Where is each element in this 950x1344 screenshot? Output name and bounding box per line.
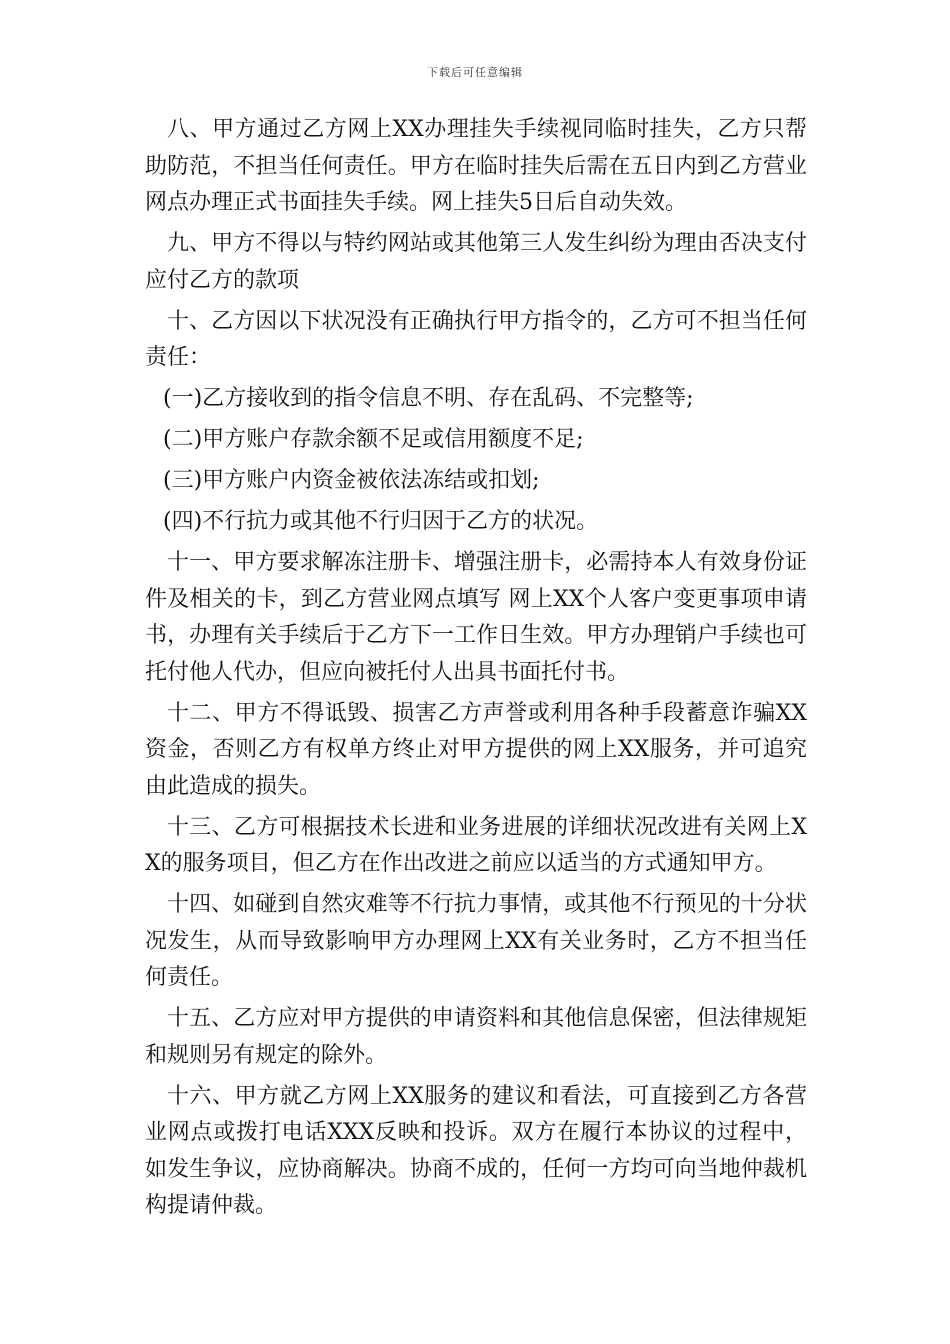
header-note: 下载后可任意编辑	[427, 66, 523, 79]
clause-16: 十六、甲方就乙方网上XX服务的建议和看法，可直接到乙方各营业网点或拨打电话XXX反映和投诉。双方在履行本协议的过程中，如发生争议，应协商解决。协商不成的，任何一方均可向当地仲裁机构提请仲裁。	[145, 1083, 807, 1218]
clause-15: 十五、乙方应对甲方提供的申请资料和其他信息保密，但法律规矩和规则另有规定的除外。	[145, 1006, 807, 1068]
clause-10: 十、乙方因以下状况没有正确执行甲方指令的，乙方可不担当任何责任：	[145, 308, 807, 370]
clause-10-item-3: (三)甲方账户内资金被依法冻结或扣划;	[163, 468, 540, 493]
clause-8: 八、甲方通过乙方网上XX办理挂失手续视同临时挂失，乙方只帮助防范，不担当任何责任。甲方在临时挂失后需在五日内到乙方营业网点办理正式书面挂失手续。网上挂失5日后自动失效。	[145, 117, 807, 215]
clause-10-item-2: (二)甲方账户存款余额不足或信用额度不足;	[163, 427, 584, 452]
document-body	[145, 112, 807, 1225]
clause-10-item-1: (一)乙方接收到的指令信息不明、存在乱码、不完整等;	[163, 386, 694, 411]
clause-14: 十四、如碰到自然灾难等不行抗力事情，或其他不行预见的十分状况发生，从而导致影响甲方办理网上XX有关业务时，乙方不担当任何责任。	[145, 892, 807, 990]
clause-9: 九、甲方不得以与特约网站或其他第三人发生纠纷为理由否决支付应付乙方的款项	[145, 231, 807, 293]
clause-12: 十二、甲方不得诋毁、损害乙方声誉或利用各种手段蓄意诈骗XX资金，否则乙方有权单方终止对甲方提供的网上XX服务，并可追究由此造成的损失。	[145, 700, 807, 799]
clause-11: 十一、甲方要求解冻注册卡、增强注册卡，必需持本人有效身份证件及相关的卡，到乙方营业网点填写 网上XX个人客户变更事项申请书，办理有关手续后于乙方下一工作日生效。甲方办理销户手续也可托付他人代办，但应向被托付人出具书面托付书。	[145, 550, 807, 685]
clause-13: 十三、乙方可根据技术长进和业务进展的详细状况改进有关网上XX的服务项目，但乙方在作出改进之前应以适当的方式通知甲方。	[145, 814, 807, 876]
clause-10-item-4: (四)不行抗力或其他不行归因于乙方的状况。	[163, 509, 599, 534]
